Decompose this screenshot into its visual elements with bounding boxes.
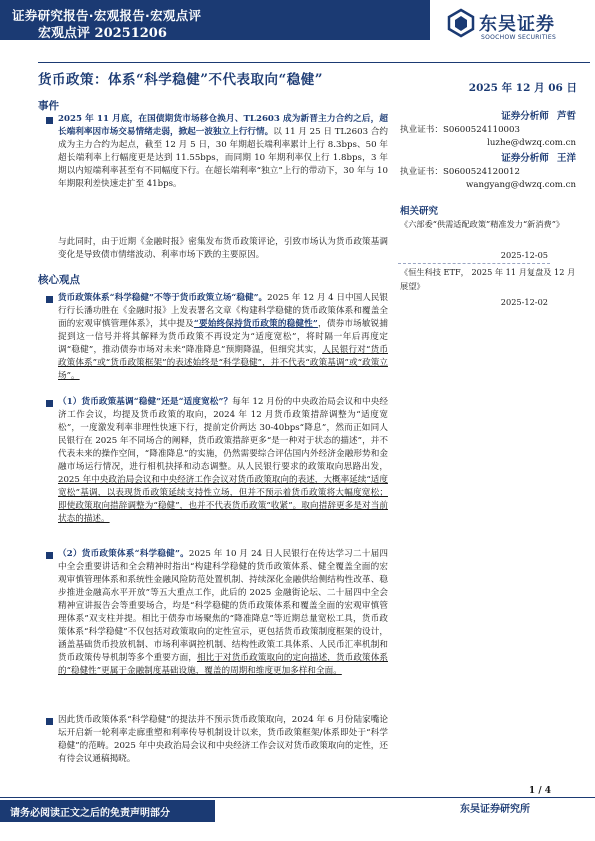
analyst-2-cert: 执业证书：S0600524120012 bbox=[400, 167, 520, 177]
logo-text-cn: 东吴证券 bbox=[479, 14, 555, 35]
report-title: 货币政策：体系“科学稳健”不代表取向“稳健” bbox=[38, 72, 324, 88]
core-point-2-lead: （1）货币政策基调“稳健”还是“适度宽松”？ bbox=[58, 397, 233, 407]
analyst-2-role: 证券分析师 bbox=[501, 153, 549, 164]
analyst-1-cert: 执业证书：S0600524110003 bbox=[400, 125, 520, 135]
core-point-3-conclusion: 相比于对货币政策取向的定向描述，货币政策体系的“稳健性”更属于金融制度基础设施，覆盖的周期和维度更加多样和全面。 bbox=[58, 653, 388, 676]
analyst-1-name: 芦哲 bbox=[556, 111, 576, 122]
core-point-2 bbox=[58, 396, 388, 526]
bullet-marker bbox=[46, 400, 53, 407]
core-point-1-lead: 货币政策体系“科学稳健”不等于货币政策立场“稳健”。 bbox=[58, 293, 268, 303]
related-item-2-date: 2025-12-02 bbox=[500, 297, 548, 307]
core-point-2-text: 每年 12 月份的中央政治局会议和中央经济工作会议，均提及货币政策的取向，2024 年 12 月货币政策措辞调整为“适度宽松”，一度激发利率非理性快速下行，提前定价两达 30-40bps“降息”，然而正如同人民银行在 2025 年不同场合的阐释，货币政策措辞更多“是一种对于状态的描述”，并不代表未来的操作空间，“降准降息”的实施，仍然需要综合评估国内外经济金融形势和金融市场运行情况，进行相机抉择和动态调整。从人民银行要求的政策取向思路出发， bbox=[58, 397, 388, 472]
related-item-1-date: 2025-12-05 bbox=[500, 250, 548, 260]
core-point-1 bbox=[58, 292, 388, 383]
bullet-marker bbox=[46, 552, 53, 559]
events-detail: 以 11 月 25 日 TL2603 合约成为主力合约为起点，截至 12 月 5 日，30 年期超长端利率累计上行 8.3bps、50 年超长端利率上行幅度更是达到 11.55bps，而同期 10 年期利率仅上行 1.8bps，3 年期以内短端利率甚至有不同幅度下行。在超长端利率“独立”上行的带动下，30 年与 10 年期限利差快速走扩至 41bps。 bbox=[58, 127, 388, 189]
core-point-3 bbox=[58, 548, 388, 678]
report-subtitle: 宏观点评 20251206 bbox=[38, 26, 167, 41]
events-paragraph-2: 与此同时，由于近期《金融时报》密集发布货币政策评论，引致市场认为货币政策基调变化是导致债市情绪波动、利率市场下跌的主要原因。 bbox=[58, 237, 388, 260]
report-date: 2025 年 12 月 06 日 bbox=[468, 82, 577, 94]
core-point-4: 因此货币政策体系“科学稳健”的提法并不预示货币政策取向，2024 年 6 月份陆家嘴论坛开启新一轮利率走廊重塑和利率传导机制设计以来，货币政策框架/体系即处于“科学稳健”的范畴。2025 年中央政治局会议和中央经济工作会议对货币政策取向的定性，还有待会议通稿揭晓。 bbox=[58, 715, 388, 764]
analyst-1-role: 证券分析师 bbox=[501, 111, 549, 122]
report-categories: 证券研究报告·宏观报告·宏观点评 bbox=[12, 8, 202, 23]
section-heading-events: 事件 bbox=[38, 100, 59, 112]
page-number: 1 / 4 bbox=[528, 786, 551, 796]
section-heading-core: 核心观点 bbox=[38, 274, 80, 286]
logo-icon bbox=[447, 8, 475, 38]
disclaimer-text: 请务必阅读正文之后的免责声明部分 bbox=[10, 808, 170, 819]
related-item-1[interactable]: 《六部委“供需适配政策”精准发力“新消费”》 bbox=[400, 219, 565, 229]
core-point-1-text: 2025 年 12 月 4 日中国人民银行行长潘功胜在《金融时报》上发表署名文章《构建科学稳健的货币政策体系和覆盖全面的宏观审慎管理体系》，其中提及 bbox=[58, 293, 389, 329]
core-point-2-conclusion: 2025 年中央政治局会议和中央经济工作会议对货币政策取向的表述，大概率延续“适度宽松”基调，以表现货币政策延续支持性立场，但并不预示着货币政策将大幅度宽松；即使政策取向措辞调整为“稳健”，也并不代表货币政策“收紧”。取向措辞更多是对当前状态的描述。 bbox=[58, 475, 388, 524]
footer-divider bbox=[0, 797, 595, 798]
core-point-3-lead: （2）货币政策体系“科学稳健”。 bbox=[58, 549, 189, 559]
bullet-marker bbox=[46, 117, 53, 124]
related-research-heading: 相关研究 bbox=[400, 206, 439, 217]
header-divider bbox=[38, 62, 590, 63]
bullet-marker bbox=[46, 296, 53, 303]
analyst-2-name: 王洋 bbox=[556, 153, 576, 164]
banner-bar bbox=[0, 0, 430, 40]
related-item-2[interactable]: 《恒生科技 ETF， 2025 年 11 月复盘及 12 月展望》 bbox=[400, 267, 576, 291]
events-paragraph-1 bbox=[58, 113, 388, 191]
analyst-2-email[interactable]: wangyang@dwzq.com.cn bbox=[466, 180, 576, 190]
events-lead: 2025 年 11 月底，在国债期货市场移仓换月、TL2603 成为新晋主力合约之后，超长端利率因市场交易情绪走弱，掀起一波独立上行行情。 bbox=[58, 114, 388, 137]
related-divider bbox=[398, 263, 550, 264]
analyst-1 bbox=[396, 108, 576, 122]
analyst-2 bbox=[396, 150, 576, 164]
company-logo bbox=[447, 8, 592, 48]
core-point-3-text: 2025 年 10 月 24 日人民银行在传达学习二十届四中全会重要讲话和全会精神时指出“构建科学稳健的货币政策体系、健全覆盖全面的宏观审慎管理体系和系统性金融风险防范处置机制、持续深化金融供给侧结构性改革、稳步推进金融高水平开放”等五大重点工作，此后的 2025 金融街论坛、二十届四中全会精神宣讲报告会等重要场合，均是“科学稳健的货币政策体系和覆盖全面的宏观审慎管理体系”双支柱并提。相比于债券市场聚焦的“降准降息”等近期总量宽松工具，货币政策体系“科学稳健”不仅包括对政策取向的定性宣示，更包括货币政策制度框架的设计，涵盖基础货币投放机制、市场利率调控机制、结构性政策工具体系、人民币汇率机制和货币政策传导机制等多个重要方面， bbox=[58, 549, 388, 663]
bullet-marker bbox=[46, 718, 53, 725]
core-point-1-conclusion: 人民银行对“货币政策体系”或“货币政策框架”的表述始终是“科学稳健”，并不代表“政策基调”或“政策立场”。 bbox=[58, 345, 388, 381]
analyst-1-email[interactable]: luzhe@dwzq.com.cn bbox=[487, 138, 576, 148]
report-banner bbox=[0, 0, 595, 62]
disclaimer-banner bbox=[0, 800, 215, 822]
core-point-1-text-2: ，债券市场敏锐捕捉到这一信号并将其解释为货币政策不再设定为“适度宽松”，将时隔一年后再度定调“稳健”，推动债券市场对未来“降准降息”预期降温，但细究其实， bbox=[58, 319, 388, 355]
core-point-1-highlight: “要始终保持货币政策的稳健性” bbox=[193, 319, 318, 329]
logo-text-en: SOOCHOW SECURITIES bbox=[481, 34, 557, 41]
footer-company: 东吴证券研究所 bbox=[460, 804, 530, 815]
